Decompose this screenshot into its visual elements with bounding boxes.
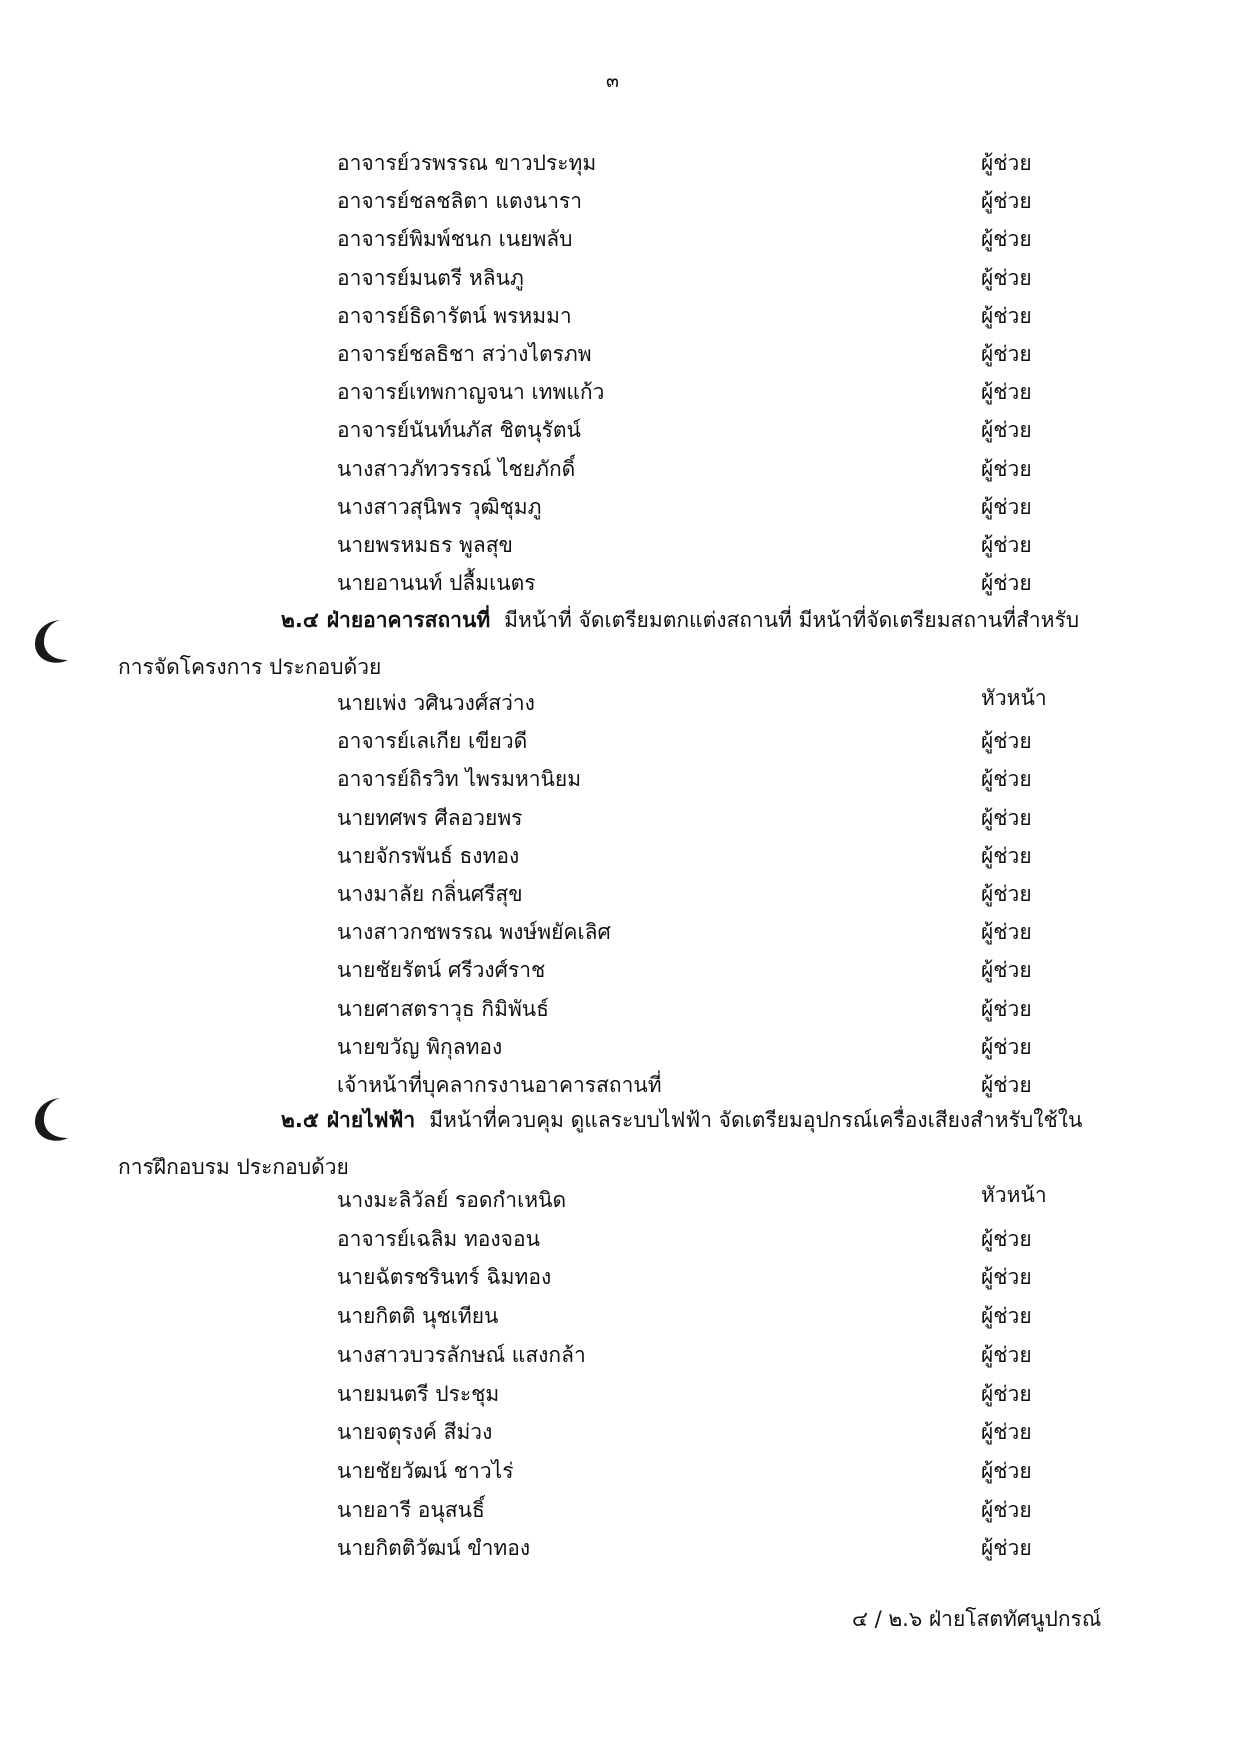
member-role: ผู้ช่วย (981, 189, 1032, 214)
member-name: อาจารย์ชลธิชา สว่างไตรภพ (337, 342, 592, 366)
member-role: ผู้ช่วย (981, 265, 1032, 290)
section-title: ฝ่ายอาคารสถานที่ (326, 608, 491, 632)
member-role: ผู้ช่วย (981, 1536, 1032, 1561)
member-name: นายชัยรัตน์ ศรีวงศ์ราช (337, 958, 546, 983)
member-role: ผู้ช่วย (981, 1420, 1032, 1445)
member-name: นายชัยวัฒน์ ชาวไร่ (337, 1458, 514, 1483)
member-name: นายฉัตรชรินทร์ ฉิมทอง (337, 1265, 552, 1290)
member-name: นางมะลิวัลย์ รอดกำเหนิด (337, 1188, 567, 1212)
member-name: นายทศพร ศีลอวยพร (337, 805, 523, 830)
member-name: นายกิตติ นุชเทียน (337, 1304, 499, 1329)
member-name: นายขวัญ พิกุลทอง (337, 1034, 503, 1059)
member-name: อาจารย์เฉลิม ทองจอน (337, 1226, 540, 1251)
punch-hole-mark (30, 616, 74, 666)
member-name: นายพรหมธร พูลสุข (337, 533, 513, 557)
member-name: นายจักรพันธ์ ธงทอง (337, 843, 520, 868)
member-name: นายเพ่ง วศินวงศ์สว่าง (337, 691, 535, 715)
member-role: ผู้ช่วย (981, 1342, 1032, 1367)
member-role: ผู้ช่วย (981, 1381, 1032, 1406)
member-role: ผู้ช่วย (981, 1497, 1032, 1522)
member-role: ผู้ช่วย (981, 380, 1032, 405)
member-role: ผู้ช่วย (981, 767, 1032, 792)
section-duty-continued: การจัดโครงการ ประกอบด้วย (118, 655, 382, 679)
member-role: ผู้ช่วย (981, 1034, 1032, 1059)
member-name: อาจารย์เทพกาญจนา เทพแก้ว (337, 380, 605, 405)
member-name: อาจารย์ถิรวิท ไพรมหานิยม (337, 767, 582, 792)
member-name: อาจารย์พิมพ์ชนก เนยพลับ (337, 227, 573, 252)
member-role: ผู้ช่วย (981, 533, 1032, 557)
member-role: ผู้ช่วย (981, 303, 1032, 328)
punch-hole-mark (30, 1094, 74, 1144)
member-name: อาจารย์ชลชลิตา แตงนารา (337, 189, 583, 214)
member-role: ผู้ช่วย (981, 882, 1032, 906)
member-name: เจ้าหน้าที่บุคลากรงานอาคารสถานที่ (337, 1073, 662, 1097)
member-role: ผู้ช่วย (981, 1265, 1032, 1290)
member-role: ผู้ช่วย (981, 151, 1032, 175)
member-role: ผู้ช่วย (981, 805, 1032, 830)
member-name: นางสาวสุนิพร วุฒิชุมภู (337, 494, 542, 519)
member-name: อาจารย์ธิดารัตน์ พรหมมา (337, 303, 572, 328)
section-heading (281, 604, 1201, 636)
member-role: หัวหน้า (981, 686, 1047, 710)
member-name: นายมนตรี ประชุม (337, 1381, 500, 1406)
member-role: หัวหน้า (981, 1183, 1047, 1207)
member-name: นายอารี อนุสนธิ์ (337, 1497, 485, 1522)
section-number: ๒.๔ (281, 608, 319, 632)
member-role: ผู้ช่วย (981, 1304, 1032, 1329)
section-duty: มีหน้าที่ จัดเตรียมตกแต่งสถานที่ มีหน้าที่จัดเตรียมสถานที่สำหรับ (504, 608, 1080, 632)
member-name: นายอานนท์ ปลื้มเนตร (337, 571, 536, 596)
section-duty: มีหน้าที่ควบคุม ดูแลระบบไฟฟ้า จัดเตรียมอุปกรณ์เครื่องเสียงสำหรับใช้ใน (429, 1108, 1083, 1132)
member-role: ผู้ช่วย (981, 494, 1032, 519)
member-name: นายกิตติวัฒน์ ขำทอง (337, 1536, 531, 1561)
member-role: ผู้ช่วย (981, 843, 1032, 868)
member-name: นางสาวกชพรรณ พงษ์พยัคเลิศ (337, 920, 611, 945)
member-role: ผู้ช่วย (981, 996, 1032, 1021)
section-heading (281, 1104, 1201, 1136)
section-title: ฝ่ายไฟฟ้า (326, 1108, 416, 1132)
member-role: ผู้ช่วย (981, 1458, 1032, 1483)
section-number: ๒.๕ (281, 1108, 319, 1132)
member-name: นางสาวบวรลักษณ์ แสงกล้า (337, 1342, 586, 1367)
member-role: ผู้ช่วย (981, 958, 1032, 983)
member-role: ผู้ช่วย (981, 418, 1032, 443)
member-role: ผู้ช่วย (981, 920, 1032, 945)
member-name: อาจารย์นันท์นภัส ชิตนุรัตน์ (337, 418, 581, 443)
member-name: นางมาลัย กลิ่นศรีสุข (337, 882, 523, 906)
member-name: อาจารย์เลเกีย เขียวดี (337, 729, 528, 754)
member-name: อาจารย์มนตรี หลินภู (337, 265, 524, 290)
member-name: อาจารย์วรพรรณ ขาวประทุม (337, 151, 597, 175)
next-page-continuation: ๔ / ๒.๖ ฝ่ายโสตทัศนูปกรณ์ (852, 1607, 1102, 1631)
member-role: ผู้ช่วย (981, 1073, 1032, 1097)
member-name: นายจตุรงค์ สีม่วง (337, 1420, 493, 1445)
section-duty-continued: การฝึกอบรม ประกอบด้วย (118, 1155, 349, 1179)
member-role: ผู้ช่วย (981, 729, 1032, 754)
page-number: ๓ (606, 70, 619, 92)
member-role: ผู้ช่วย (981, 1226, 1032, 1251)
member-name: นายศาสตราวุธ กิมิพันธ์ (337, 996, 549, 1021)
member-role: ผู้ช่วย (981, 227, 1032, 252)
member-role: ผู้ช่วย (981, 342, 1032, 366)
member-name: นางสาวภัทวรรณ์ ไชยภักดิ์ (337, 456, 576, 481)
member-role: ผู้ช่วย (981, 571, 1032, 596)
member-role: ผู้ช่วย (981, 456, 1032, 481)
